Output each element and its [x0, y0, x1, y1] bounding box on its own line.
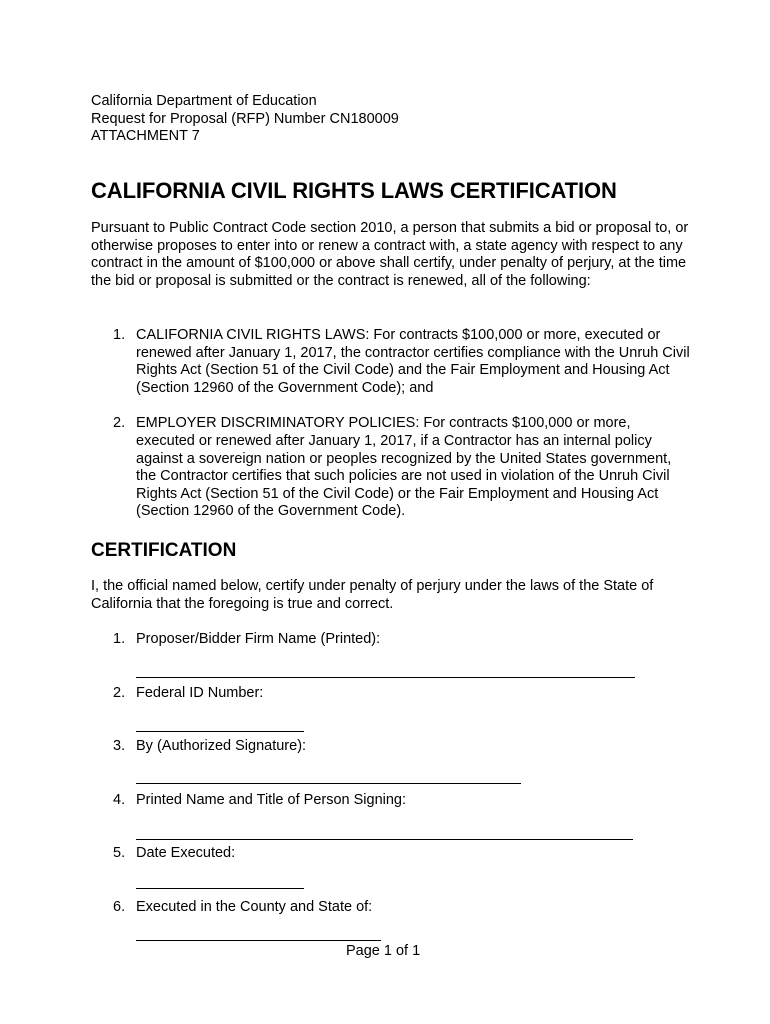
field-firm-name-label — [113, 631, 380, 647]
certification-statement: I, the official named below, certify under penalty of perjury under the laws of the State of California that the foregoing is true and correct. — [91, 578, 654, 612]
list-item-number: 2. — [113, 415, 126, 432]
field-number: 4. — [113, 792, 126, 808]
field-federal-id-label — [113, 685, 263, 701]
firm-name-signature-line[interactable] — [136, 677, 635, 678]
field-label-text: Date Executed: — [136, 845, 236, 861]
field-number: 3. — [113, 738, 126, 754]
intro-paragraph: Pursuant to Public Contract Code section 2010, a person that submits a bid or proposal to, or otherwise proposes to enter into or renew a contract with, a state agency with respect to any contract in the amount of $100,000 or above shall certify, under penalty of perjury, at the time the bid or proposal is submitted or the contract is renewed, all of the following: — [91, 220, 689, 289]
field-county-state-label — [113, 899, 372, 915]
list-item-number: 1. — [113, 327, 126, 343]
list-item-text: EMPLOYER DISCRIMINATORY POLICIES: For contracts $100,000 or more, executed or renewed after January 1, 2017, if a Contractor has an internal policy against a sovereign nation or peoples recognized by the United States government, the Contractor certifies that such policies are not used in violation of the Unruh Civil Rights Act (Section 51 of the Civil Code) or the Fair Employment and Housing Act (Section 12960 of the Government Code). — [136, 415, 672, 520]
requirements-list — [91, 327, 691, 539]
field-number: 5. — [113, 845, 126, 861]
list-item-text: CALIFORNIA CIVIL RIGHTS LAWS: For contracts $100,000 or more, executed or renewed after January 1, 2017, the contractor certifies compliance with the Unruh Civil Rights Act (Section 51 of the Civil Code) and the Fair Employment and Housing Act (Section 12960 of the Government Code); and — [136, 327, 690, 396]
field-label-text: Printed Name and Title of Person Signing: — [136, 792, 407, 808]
county-state-signature-line[interactable] — [136, 940, 381, 941]
field-number: 2. — [113, 685, 126, 701]
field-label-text: Executed in the County and State of: — [136, 899, 373, 915]
document-title: CALIFORNIA CIVIL RIGHTS LAWS CERTIFICATION — [91, 178, 617, 203]
field-label-text: Federal ID Number: — [136, 685, 264, 701]
rfp-number: Request for Proposal (RFP) Number CN180009 — [91, 110, 399, 127]
document-header — [91, 93, 399, 146]
field-date-executed-label — [113, 845, 235, 861]
certification-heading: CERTIFICATION — [91, 540, 237, 561]
attachment-label: ATTACHMENT 7 — [91, 128, 200, 144]
field-label-text: Proposer/Bidder Firm Name (Printed): — [136, 631, 381, 647]
page-number: Page 1 of 1 — [346, 943, 421, 959]
authorized-signature-line[interactable] — [136, 783, 521, 784]
list-item — [91, 327, 691, 397]
field-authorized-signature-label — [113, 738, 306, 754]
federal-id-signature-line[interactable] — [136, 731, 304, 732]
field-number: 1. — [113, 631, 126, 647]
field-printed-name-label — [113, 792, 406, 808]
field-label-text: By (Authorized Signature): — [136, 738, 307, 754]
department-name: California Department of Education — [91, 93, 317, 109]
date-executed-signature-line[interactable] — [136, 888, 304, 889]
field-number: 6. — [113, 899, 126, 915]
list-item — [91, 415, 691, 521]
printed-name-signature-line[interactable] — [136, 839, 633, 840]
